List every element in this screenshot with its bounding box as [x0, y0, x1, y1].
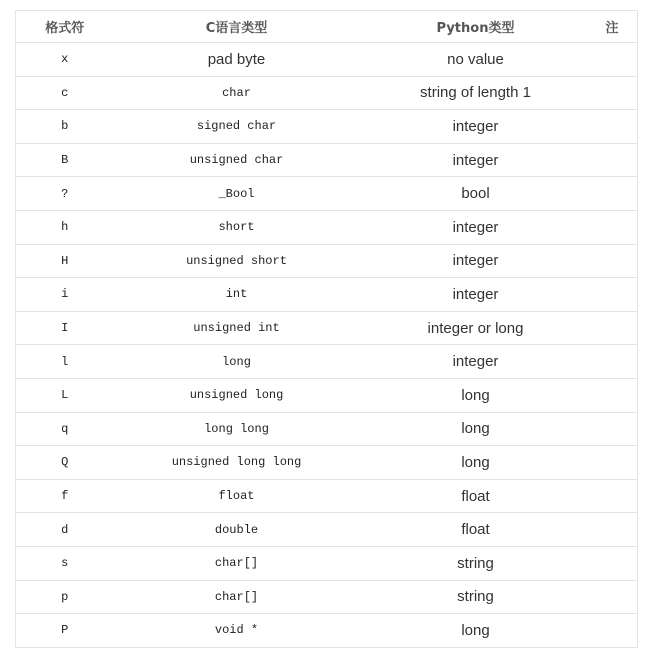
cell-format: x: [16, 43, 114, 77]
cell-format: q: [16, 412, 114, 446]
cell-format: s: [16, 546, 114, 580]
cell-note: [592, 614, 638, 648]
cell-format: P: [16, 614, 114, 648]
cell-note: [592, 345, 638, 379]
cell-ctype: float: [114, 479, 360, 513]
cell-note: [592, 311, 638, 345]
table-row: [16, 210, 638, 244]
cell-ctype: char: [114, 76, 360, 110]
table-row: [16, 412, 638, 446]
cell-note: [592, 278, 638, 312]
header-row: [16, 11, 638, 43]
table-row: [16, 479, 638, 513]
cell-pytype: integer: [360, 345, 592, 379]
cell-pytype: integer: [360, 143, 592, 177]
cell-note: [592, 110, 638, 144]
cell-note: [592, 446, 638, 480]
cell-pytype: integer or long: [360, 311, 592, 345]
cell-format: f: [16, 479, 114, 513]
cell-note: [592, 412, 638, 446]
cell-format: h: [16, 210, 114, 244]
cell-ctype: void *: [114, 614, 360, 648]
cell-pytype: float: [360, 513, 592, 547]
header-note: 注: [592, 11, 638, 43]
cell-pytype: integer: [360, 210, 592, 244]
table-row: [16, 177, 638, 211]
header-ctype: C语言类型: [114, 11, 360, 43]
table-row: [16, 546, 638, 580]
table-row: [16, 76, 638, 110]
cell-pytype: long: [360, 412, 592, 446]
cell-ctype: unsigned long long: [114, 446, 360, 480]
cell-ctype: pad byte: [114, 43, 360, 77]
cell-pytype: float: [360, 479, 592, 513]
header-format: 格式符: [16, 11, 114, 43]
cell-ctype: int: [114, 278, 360, 312]
table-row: [16, 614, 638, 648]
cell-format: I: [16, 311, 114, 345]
cell-format: d: [16, 513, 114, 547]
cell-pytype: integer: [360, 278, 592, 312]
cell-format: Q: [16, 446, 114, 480]
cell-note: [592, 177, 638, 211]
cell-format: l: [16, 345, 114, 379]
cell-pytype: long: [360, 378, 592, 412]
struct-format-table: [15, 10, 638, 648]
cell-note: [592, 43, 638, 77]
cell-pytype: string: [360, 580, 592, 614]
cell-ctype: char[]: [114, 546, 360, 580]
cell-ctype: unsigned char: [114, 143, 360, 177]
cell-format: p: [16, 580, 114, 614]
cell-format: ?: [16, 177, 114, 211]
table-row: [16, 378, 638, 412]
cell-pytype: long: [360, 446, 592, 480]
cell-note: [592, 580, 638, 614]
table-row: [16, 345, 638, 379]
table-body: [16, 43, 638, 648]
cell-ctype: short: [114, 210, 360, 244]
cell-pytype: long: [360, 614, 592, 648]
cell-format: H: [16, 244, 114, 278]
cell-note: [592, 378, 638, 412]
table-row: [16, 580, 638, 614]
table-row: [16, 278, 638, 312]
cell-format: B: [16, 143, 114, 177]
table-header: [16, 11, 638, 43]
cell-ctype: long: [114, 345, 360, 379]
cell-note: [592, 76, 638, 110]
cell-note: [592, 546, 638, 580]
table-row: [16, 513, 638, 547]
cell-pytype: string: [360, 546, 592, 580]
cell-note: [592, 210, 638, 244]
cell-ctype: unsigned long: [114, 378, 360, 412]
cell-ctype: unsigned short: [114, 244, 360, 278]
cell-ctype: _Bool: [114, 177, 360, 211]
cell-format: c: [16, 76, 114, 110]
cell-note: [592, 143, 638, 177]
cell-ctype: char[]: [114, 580, 360, 614]
table-row: [16, 43, 638, 77]
cell-format: L: [16, 378, 114, 412]
table-row: [16, 311, 638, 345]
table-row: [16, 446, 638, 480]
cell-ctype: unsigned int: [114, 311, 360, 345]
cell-note: [592, 244, 638, 278]
cell-note: [592, 513, 638, 547]
cell-pytype: bool: [360, 177, 592, 211]
cell-ctype: long long: [114, 412, 360, 446]
header-pytype: Python类型: [360, 11, 592, 43]
cell-ctype: double: [114, 513, 360, 547]
cell-pytype: integer: [360, 110, 592, 144]
table-row: [16, 110, 638, 144]
cell-pytype: no value: [360, 43, 592, 77]
cell-format: i: [16, 278, 114, 312]
table-row: [16, 143, 638, 177]
cell-ctype: signed char: [114, 110, 360, 144]
cell-pytype: integer: [360, 244, 592, 278]
cell-format: b: [16, 110, 114, 144]
cell-pytype: string of length 1: [360, 76, 592, 110]
cell-note: [592, 479, 638, 513]
table-row: [16, 244, 638, 278]
